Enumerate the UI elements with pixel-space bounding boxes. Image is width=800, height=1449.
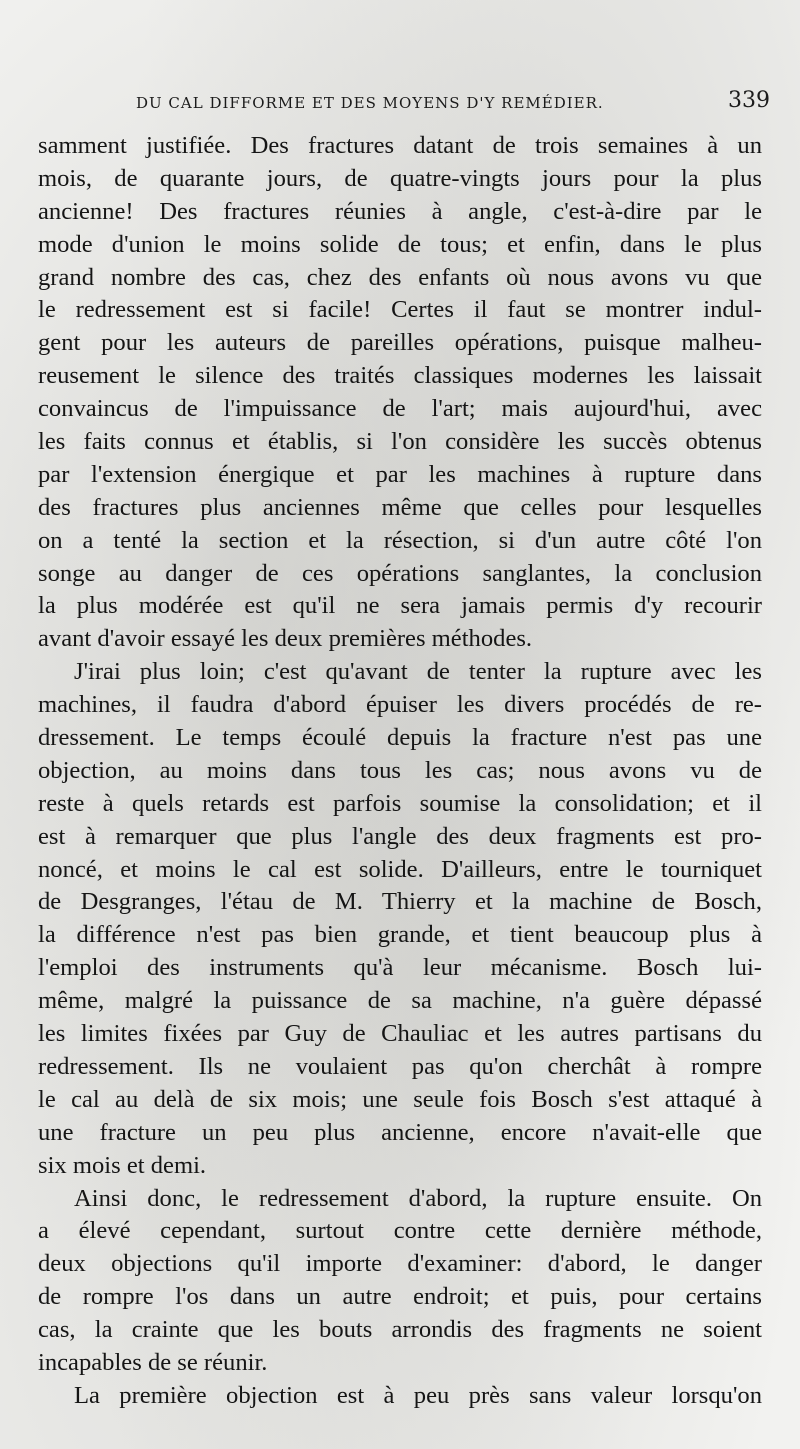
text-line: mois, de quarante jours, de quatre-vingts jours pour la plus <box>38 164 762 192</box>
text-line: cas, la crainte que les bouts arrondis des fragments ne soient <box>38 1316 762 1344</box>
text-line: la différence n'est pas bien grande, et tient beaucoup plus à <box>38 921 762 949</box>
text-line: objection, au moins dans tous les cas; nous avons vu de <box>38 756 762 784</box>
text-line: de Desgranges, l'étau de M. Thierry et la machine de Bosch, <box>38 888 762 916</box>
running-head <box>40 88 770 124</box>
text-line: deux objections qu'il importe d'examiner: d'abord, le danger <box>38 1250 762 1278</box>
text-line: convaincus de l'impuissance de l'art; mais aujourd'hui, avec <box>38 395 762 423</box>
text-line: l'emploi des instruments qu'à leur mécanisme. Bosch lui- <box>38 954 762 982</box>
text-line: avant d'avoir essayé les deux premières méthodes. <box>38 625 533 653</box>
text-line: a élevé cependant, surtout contre cette dernière méthode, <box>38 1217 762 1245</box>
text-line: reusement le silence des traités classiques modernes les laissait <box>38 362 762 390</box>
text-line: Ainsi donc, le redressement d'abord, la rupture ensuite. On <box>74 1184 762 1212</box>
text-line: six mois et demi. <box>38 1151 207 1179</box>
text-line: le redressement est si facile! Certes il faut se montrer indul- <box>38 296 762 324</box>
text-line: incapables de se réunir. <box>38 1348 268 1376</box>
text-line: de rompre l'os dans un autre endroit; et puis, pour certains <box>38 1283 762 1311</box>
text-line: noncé, et moins le cal est solide. D'ailleurs, entre le tourniquet <box>38 855 762 883</box>
text-line: songe au danger de ces opérations sanglantes, la conclusion <box>38 559 762 587</box>
page-number: 339 <box>728 88 770 113</box>
text-line: redressement. Ils ne voulaient pas qu'on cherchât à rompre <box>38 1052 762 1080</box>
text-line: La première objection est à peu près sans valeur lorsqu'on <box>74 1381 762 1409</box>
text-line: machines, il faudra d'abord épuiser les divers procédés de re- <box>38 691 762 719</box>
text-line: dressement. Le temps écoulé depuis la fracture n'est pas une <box>38 724 762 752</box>
text-line: par l'extension énergique et par les machines à rupture dans <box>38 460 762 488</box>
text-line: la plus modérée est qu'il ne sera jamais permis d'y recourir <box>38 592 762 620</box>
text-line: même, malgré la puissance de sa machine, n'a guère dépassé <box>38 987 762 1015</box>
text-line: on a tenté la section et la résection, si d'un autre côté l'on <box>38 526 762 554</box>
text-line: une fracture un peu plus ancienne, encore n'avait-elle que <box>38 1118 762 1146</box>
text-line: ancienne! Des fractures réunies à angle, c'est-à-dire par le <box>38 197 762 225</box>
text-line: J'irai plus loin; c'est qu'avant de tenter la rupture avec les <box>74 658 762 686</box>
text-line: reste à quels retards est parfois soumise la consolidation; et il <box>38 789 762 817</box>
text-line: les limites fixées par Guy de Chauliac et les autres partisans du <box>38 1020 762 1048</box>
body-text <box>38 130 762 1413</box>
text-line: samment justifiée. Des fractures datant de trois semaines à un <box>38 132 762 159</box>
text-line: le cal au delà de six mois; une seule fois Bosch s'est attaqué à <box>38 1085 762 1113</box>
running-title: DU CAL DIFFORME ET DES MOYENS D'Y REMÉDIER. <box>136 94 604 112</box>
text-line: mode d'union le moins solide de tous; et enfin, dans le plus <box>38 230 762 258</box>
text-line: les faits connus et établis, si l'on considère les succès obtenus <box>38 428 762 456</box>
text-line: est à remarquer que plus l'angle des deux fragments est pro- <box>38 822 762 850</box>
text-line: des fractures plus anciennes même que celles pour lesquelles <box>38 493 762 521</box>
text-line: grand nombre des cas, chez des enfants où nous avons vu que <box>38 263 762 291</box>
text-line: gent pour les auteurs de pareilles opérations, puisque malheu- <box>38 329 762 357</box>
